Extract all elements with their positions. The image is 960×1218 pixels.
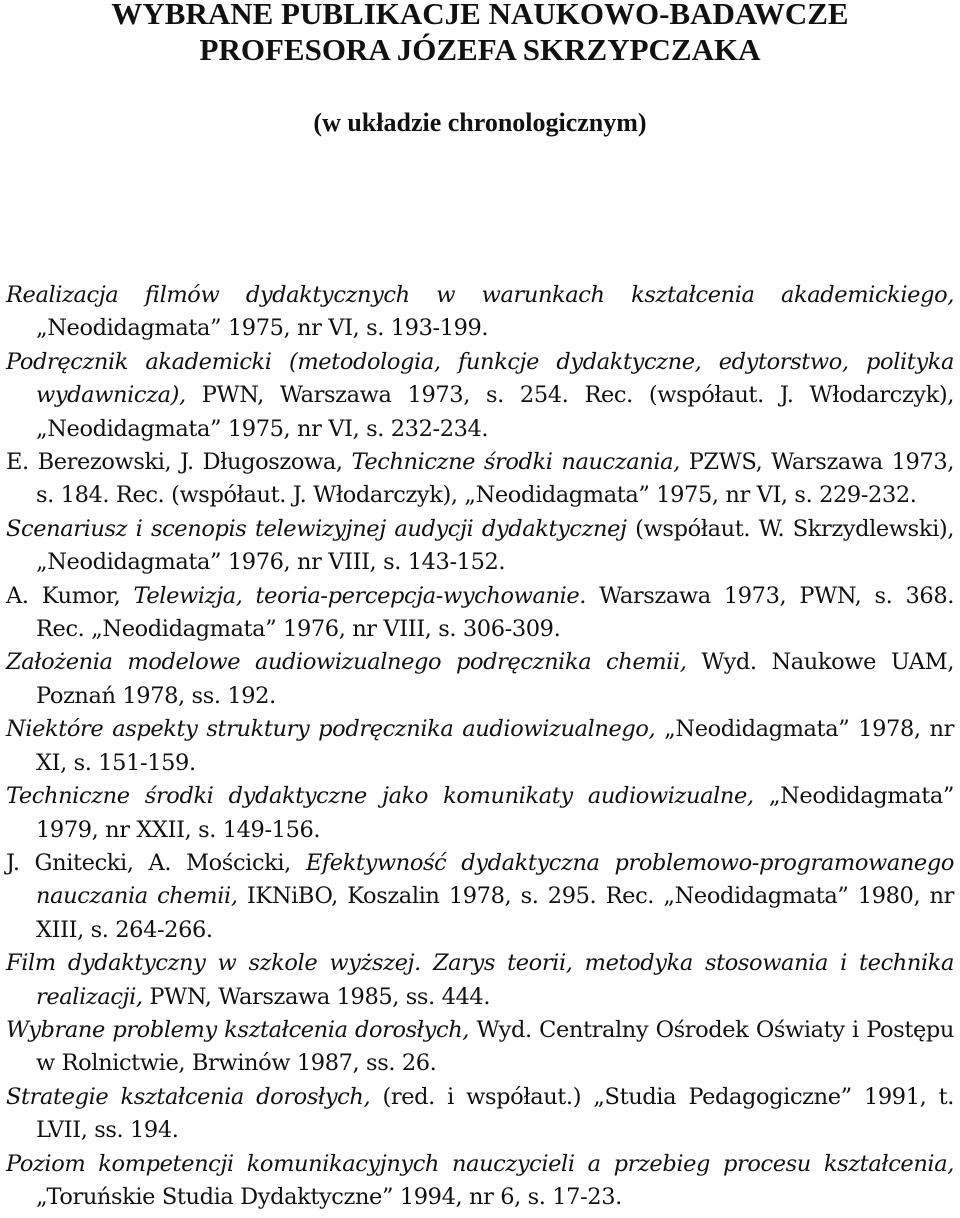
publication-entry: [6, 279, 954, 346]
publication-entry: [6, 346, 954, 446]
publication-entry: [6, 646, 954, 713]
publication-details: IKNiBO, Koszalin 1978, s. 295. Rec. „Neodidagmata” 1980, nr XIII, s. 264-266.: [36, 883, 954, 943]
publication-title: Strategie kształcenia dorosłych,: [6, 1083, 371, 1110]
publication-details: „Neodidagmata” 1978, nr XI, s. 151-159.: [36, 716, 954, 776]
publication-title: Film dydaktyczny w szkole wyższej. Zarys teorii, metodyka stosowania i technika realizacji,: [6, 950, 954, 1010]
publication-list: [6, 279, 954, 1214]
publication-title: Efektywność dydaktyczna problemowo-programowanego nauczania chemii,: [36, 849, 954, 910]
publication-title: Poziom kompetencji komunikacyjnych nauczycieli a przebieg procesu kształcenia,: [6, 1150, 954, 1177]
publication-details: „Neodidagmata” 1979, nr XXII, s. 149-156.: [36, 783, 955, 843]
publication-entry: [6, 713, 954, 780]
publication-title: Wybrane problemy kształcenia dorosłych,: [6, 1016, 470, 1043]
publication-title: Podręcznik akademicki (metodologia, funkcje dydaktyczne, edytorstwo, polityka wydawnicza),: [6, 348, 954, 409]
publication-entry: [6, 847, 954, 947]
publication-details: Warszawa 1973, PWN, s. 368. Rec. „Neodidagmata” 1976, nr VIII, s. 306-309.: [36, 582, 954, 643]
publication-entry: [6, 1014, 954, 1081]
publication-entry: [6, 446, 954, 513]
publication-entry: [6, 580, 954, 647]
title-line-1: WYBRANE PUBLIKACJE NAUKOWO-BADAWCZE: [111, 0, 849, 31]
publication-title: Techniczne środki nauczania,: [351, 449, 680, 476]
publication-title: Scenariusz i scenopis telewizyjnej audycji dydaktycznej: [6, 515, 627, 542]
publication-details: Wyd. Centralny Ośrodek Oświaty i Postępu w Rolnictwie, Brwinów 1987, ss. 26.: [36, 1016, 954, 1077]
title-line-2: PROFESORA JÓZEFA SKRZYPCZAKA: [199, 32, 761, 67]
publication-title: Założenia modelowe audiowizualnego podręcznika chemii,: [6, 649, 687, 676]
publication-authors: E. Berezowski, J. Długoszowa,: [6, 449, 352, 476]
publication-title: Niektóre aspekty struktury podręcznika audiowizualnego,: [6, 716, 656, 743]
publication-details: (współaut. W. Skrzydlewski), „Neodidagmata” 1976, nr VIII, s. 143-152.: [36, 515, 954, 576]
publication-details: PWN, Warszawa 1985, ss. 444.: [142, 983, 491, 1010]
publication-details: PWN, Warszawa 1973, s. 254. Rec. (współaut. J. Włodarczyk), „Neodidagmata” 1975, nr VI, s. 232-234.: [36, 382, 954, 442]
publication-entry: [6, 513, 954, 580]
publication-details: PZWS, Warszawa 1973, s. 184. Rec. (współaut. J. Włodarczyk), „Neodidagmata” 1975, nr VI, s. 229-232.: [36, 449, 954, 509]
publication-entry: [6, 1081, 954, 1148]
publication-title: Realizacja filmów dydaktycznych w warunkach kształcenia akademickiego,: [6, 282, 954, 308]
publication-details: „Toruńskie Studia Dydaktyczne” 1994, nr 6, s. 17-23.: [36, 1183, 622, 1210]
publication-entry: [6, 947, 954, 1014]
publication-authors: A. Kumor,: [6, 582, 134, 609]
publication-details: (red. i współaut.) „Studia Pedagogiczne” 1991, t. LVII, ss. 194.: [36, 1083, 955, 1144]
page-title: [0, 0, 960, 68]
publication-title: Telewizja, teoria-percepcja-wychowanie.: [133, 582, 587, 609]
publication-details: Wyd. Naukowe UAM, Poznań 1978, ss. 192.: [36, 649, 954, 709]
publication-entry: [6, 1148, 954, 1215]
publication-entry: [6, 780, 954, 847]
publication-title: Techniczne środki dydaktyczne jako komunikaty audiowizualne,: [6, 783, 754, 810]
publication-authors: J. Gnitecki, A. Mościcki,: [6, 849, 306, 876]
publication-details: „Neodidagmata” 1975, nr VI, s. 193-199.: [36, 315, 489, 342]
page-subtitle: (w układzie chronologicznym): [313, 108, 647, 137]
